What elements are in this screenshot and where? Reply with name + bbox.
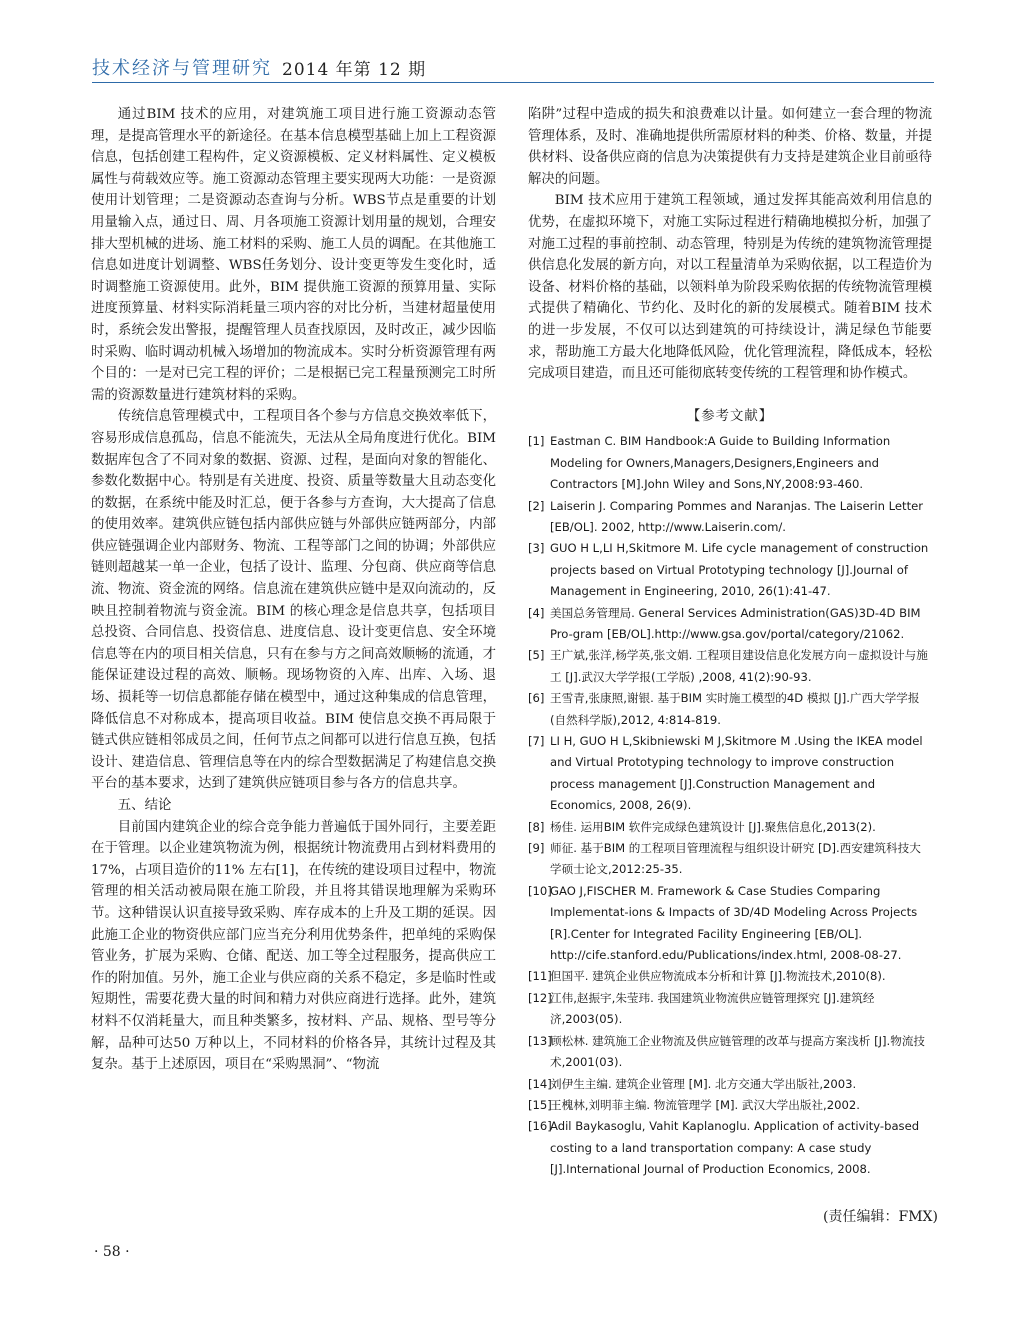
- page-number: · 58 ·: [94, 1244, 130, 1260]
- reference-text: Adil Baykasoglu, Vahit Kaplanoglu. Application of activity-based costing to a land transportation company: A case study [J].International Journal of Production Economics, 2008.: [550, 1119, 920, 1177]
- reference-number: [14]: [528, 1076, 552, 1091]
- issue-label: 2014 年第 12 期: [282, 60, 427, 80]
- reference-number: [6]: [528, 691, 545, 706]
- reference-item: [528, 538, 932, 602]
- reference-number: [1]: [528, 434, 545, 449]
- reference-item: [528, 431, 932, 495]
- reference-number: [9]: [528, 841, 545, 856]
- reference-item: [528, 1074, 932, 1095]
- reference-number: [11]: [528, 969, 552, 984]
- reference-item: [528, 645, 932, 688]
- reference-item: [528, 1095, 932, 1116]
- reference-number: [12]: [528, 990, 552, 1005]
- reference-number: [15]: [528, 1097, 552, 1112]
- reference-text: 刘伊生主编. 建筑企业管理 [M]. 北方交通大学出版社,2003.: [550, 1076, 857, 1091]
- references-title: 【参考文献】: [686, 408, 774, 424]
- reference-list: [528, 431, 932, 1180]
- reference-item: [528, 988, 932, 1031]
- journal-title: 技术经济与管理研究: [92, 58, 272, 79]
- reference-text: LI H, GUO H L,Skibniewski M J,Skitmore M .Using the IKEA model and Virtual Prototyping technology to improve construction process management [J].Construction Management and Economics, 2008, 26(9).: [550, 734, 923, 813]
- reference-number: [5]: [528, 648, 545, 663]
- reference-text: GAO J,FISCHER M. Framework & Case Studies Comparing Implementat-ions & Impacts of 3D/4D Modeling Across Projects [R].Center for Integrated Facility Engineering [EB/OL]. http://cife.stanford.edu/Publications/index.html, 2008-08-27.: [550, 883, 918, 963]
- editor-note: (责任编辑：FMX): [823, 1209, 938, 1225]
- reference-text: 江伟,赵振宇,朱莹玮. 我国建筑业物流供应链管理探究 [J].建筑经济,2003(05).: [550, 990, 875, 1027]
- running-header: [92, 52, 932, 84]
- section-heading: 五、结论: [117, 798, 172, 813]
- reference-number: [8]: [528, 819, 545, 834]
- reference-item: [528, 881, 932, 967]
- reference-number: [16]: [528, 1119, 552, 1134]
- reference-text: GUO H L,LI H,Skitmore M. Life cycle management of construction projects based on Virtual Prototyping technology [J].Journal of Management in Engineering, 2010, 26(1):41-47.: [550, 541, 929, 599]
- reference-text: 顾松林. 建筑施工企业物流及供应链管理的改革与提高方案浅析 [J].物流技术,2001(03).: [550, 1033, 926, 1070]
- reference-text: 但国平. 建筑企业供应物流成本分析和计算 [J].物流技术,2010(8).: [550, 969, 886, 984]
- reference-item: [528, 817, 932, 838]
- reference-text: 师征. 基于BIM 的工程项目管理流程与组织设计研究 [D].西安建筑科技大学硕士论文,2012:25-35.: [550, 841, 921, 877]
- reference-item: [528, 688, 932, 731]
- header-rule: [92, 82, 934, 83]
- body-paragraph-continued: 陷阱”过程中造成的损失和浪费难以计量。如何建立一套合理的物流管理体系，及时、准确地提供所需原材料的种类、价格、数量，并提供材料、设备供应商的信息为决策提供有力支持是建筑企业目前亟待解决的问题。: [528, 107, 932, 187]
- reference-item: [528, 1116, 932, 1180]
- reference-number: [4]: [528, 605, 545, 620]
- reference-text: 王广斌,张洋,杨学英,张文娟. 工程项目建设信息化发展方向－虚拟设计与施工 [J].武汉大学学报(工学版) ,2008, 41(2):90-93.: [550, 648, 928, 684]
- left-column: [91, 104, 496, 1076]
- reference-text: 杨佳. 运用BIM 软件完成绿色建筑设计 [J].聚焦信息化,2013(2).: [550, 819, 876, 834]
- reference-item: [528, 966, 932, 987]
- body-paragraph: BIM 技术应用于建筑工程领域，通过发挥其能高效利用信息的优势，在虚拟环境下，对施工实际过程进行精确地模拟分析，加强了对施工过程的事前控制、动态管理，特别是为传统的建筑物流管理提供信息化发展的新方向，对以工程量清单为采购依据，以工程造价为设备、材料价格的基础，以领料单为阶段采购依据的传统物流管理模式提供了精确化、节约化、及时化的新的发展模式。随着BIM 技术的进一步发展，不仅可以达到建筑的可持续设计，满足绿色节能要求，帮助施工方最大化地降低风险，优化管理流程，降低成本，轻松完成项目建造，而且还可能彻底转变传统的工程管理和协作模式。: [528, 193, 932, 382]
- reference-number: [10]: [528, 883, 552, 898]
- body-paragraph: 目前国内建筑企业的综合竞争能力普遍低于国外同行，主要差距在于管理。以企业建筑物流为例，根据统计物流费用占到材料费用的17%，占项目造价的11% 左右[1]，在传统的建设项目过程中，物流管理的相关活动被局限在施工阶段，并且将其错误地理解为采购环节。这种错误认识直接导致采购、库存成本的上升及工期的延误。因此施工企业的物资供应部门应当充分利用优势条件，把单纯的采购保管业务，扩展为采购、仓储、配送、加工等全过程服务，提高供应工作的附加值。另外，施工企业与供应商的关系不稳定，多是临时性或短期性，需要花费大量的时间和精力对供应商进行选择。此外，建筑材料不仅消耗量大，而且种类繁多，按材料、产品、规格、型号等分解，品种可达50 万种以上，不同材料的价格各异，其统计过程及其复杂。基于上述原因，项目在“采购黑洞”、“物流: [91, 819, 496, 1073]
- reference-number: [7]: [528, 734, 545, 748]
- body-paragraph: 通过BIM 技术的应用，对建筑施工项目进行施工资源动态管理，是提高管理水平的新途径。在基本信息模型基础上加上工程资源信息，包括创建工程构件，定义资源模板、定义材料属性、定义模板属性与荷载效应等。施工资源动态管理主要实现两大功能：一是资源使用计划管理；二是资源动态查询与分析。WBS节点是重要的计划用量输入点，通过日、周、月各项施工资源计划用量的规划，合理安排大型机械的进场、施工材料的采购、施工人员的调配。在其他施工信息如进度计划调整、WBS任务划分、设计变更等发生变化时，适时调整施工资源使用。此外，BIM 提供施工资源的预算用量、实际进度预算量、材料实际消耗量三项内容的对比分析，当建材超量使用时，系统会发出警报，提醒管理人员查找原因，及时改正，减少因临时采购、临时调动机械入场增加的物流成本。实时分析资源管理有两个目的：一是对已完工程的评价；二是根据已完工程量预测完工时所需的资源数量进行建筑材料的采购。: [91, 107, 496, 403]
- reference-item: [528, 1031, 932, 1074]
- right-column: [528, 104, 932, 1181]
- reference-text: 王雪青,张康照,谢银. 基于BIM 实时施工模型的4D 模拟 [J].广西大学学报(自然科学版),2012, 4:814-819.: [550, 691, 920, 727]
- reference-item: [528, 731, 932, 817]
- reference-item: [528, 496, 932, 539]
- reference-text: 王槐林,刘明菲主编. 物流管理学 [M]. 武汉大学出版社,2002.: [550, 1097, 860, 1112]
- reference-number: [13]: [528, 1033, 552, 1048]
- reference-number: [3]: [528, 541, 545, 556]
- reference-text: Laiserin J. Comparing Pommes and Naranjas. The Laiserin Letter [EB/OL]. 2002, http://www.Laiserin.com/.: [550, 498, 924, 534]
- reference-text: Eastman C. BIM Handbook:A Guide to Building Information Modeling for Owners,Managers,Designers,Engineers and Contractors [M].John Wiley and Sons,NY,2008:93-460.: [550, 434, 891, 492]
- reference-item: [528, 603, 932, 646]
- reference-number: [2]: [528, 498, 545, 513]
- reference-item: [528, 838, 932, 881]
- reference-text: 美国总务管理局. General Services Administration(GAS)3D-4D BIM Pro-gram [EB/OL].http://www.gsa.gov/portal/category/21062.: [550, 605, 921, 641]
- body-paragraph: 传统信息管理模式中，工程项目各个参与方信息交换效率低下，容易形成信息孤岛，信息不能流失，无法从全局角度进行优化。BIM 数据库包含了不同对象的数据、资源、过程，是面向对象的智能化、参数化数据中心。特别是有关进度、投资、质量等数量大且动态变化的数据，在系统中能及时汇总，便于各参与方查询，大大提高了信息的使用效率。建筑供应链包括内部供应链与外部供应链两部分，内部供应链强调企业内部财务、物流、工程等部门之间的协调；外部供应链则超越某一单一企业，包括了设计、监理、分包商、供应商等信息流、物流、资金流的网络。信息流在建筑供应链中是双向流动的，反映且控制着物流与资金流。BIM 的核心理念是信息共享，包括项目总投资、合同信息、投资信息、进度信息、设计变更信息、安全环境信息等在内的项目相关信息，只有在参与方之间高效顺畅的流通，才能保证建设过程的高效、顺畅。现场物资的入库、出库、入场、退场、损耗等一切信息都能存储在模型中，通过这种集成的信息管理，降低信息不对称成本，提高项目收益。BIM 使信息交换不再局限于链式供应链相邻成员之间，任何节点之间都可以进行信息互换，包括设计、建造信息、管理信息等在内的综合型数据满足了构建信息交换平台的基本要求，达到了建筑供应链项目参与各方的信息共享。: [91, 409, 496, 792]
